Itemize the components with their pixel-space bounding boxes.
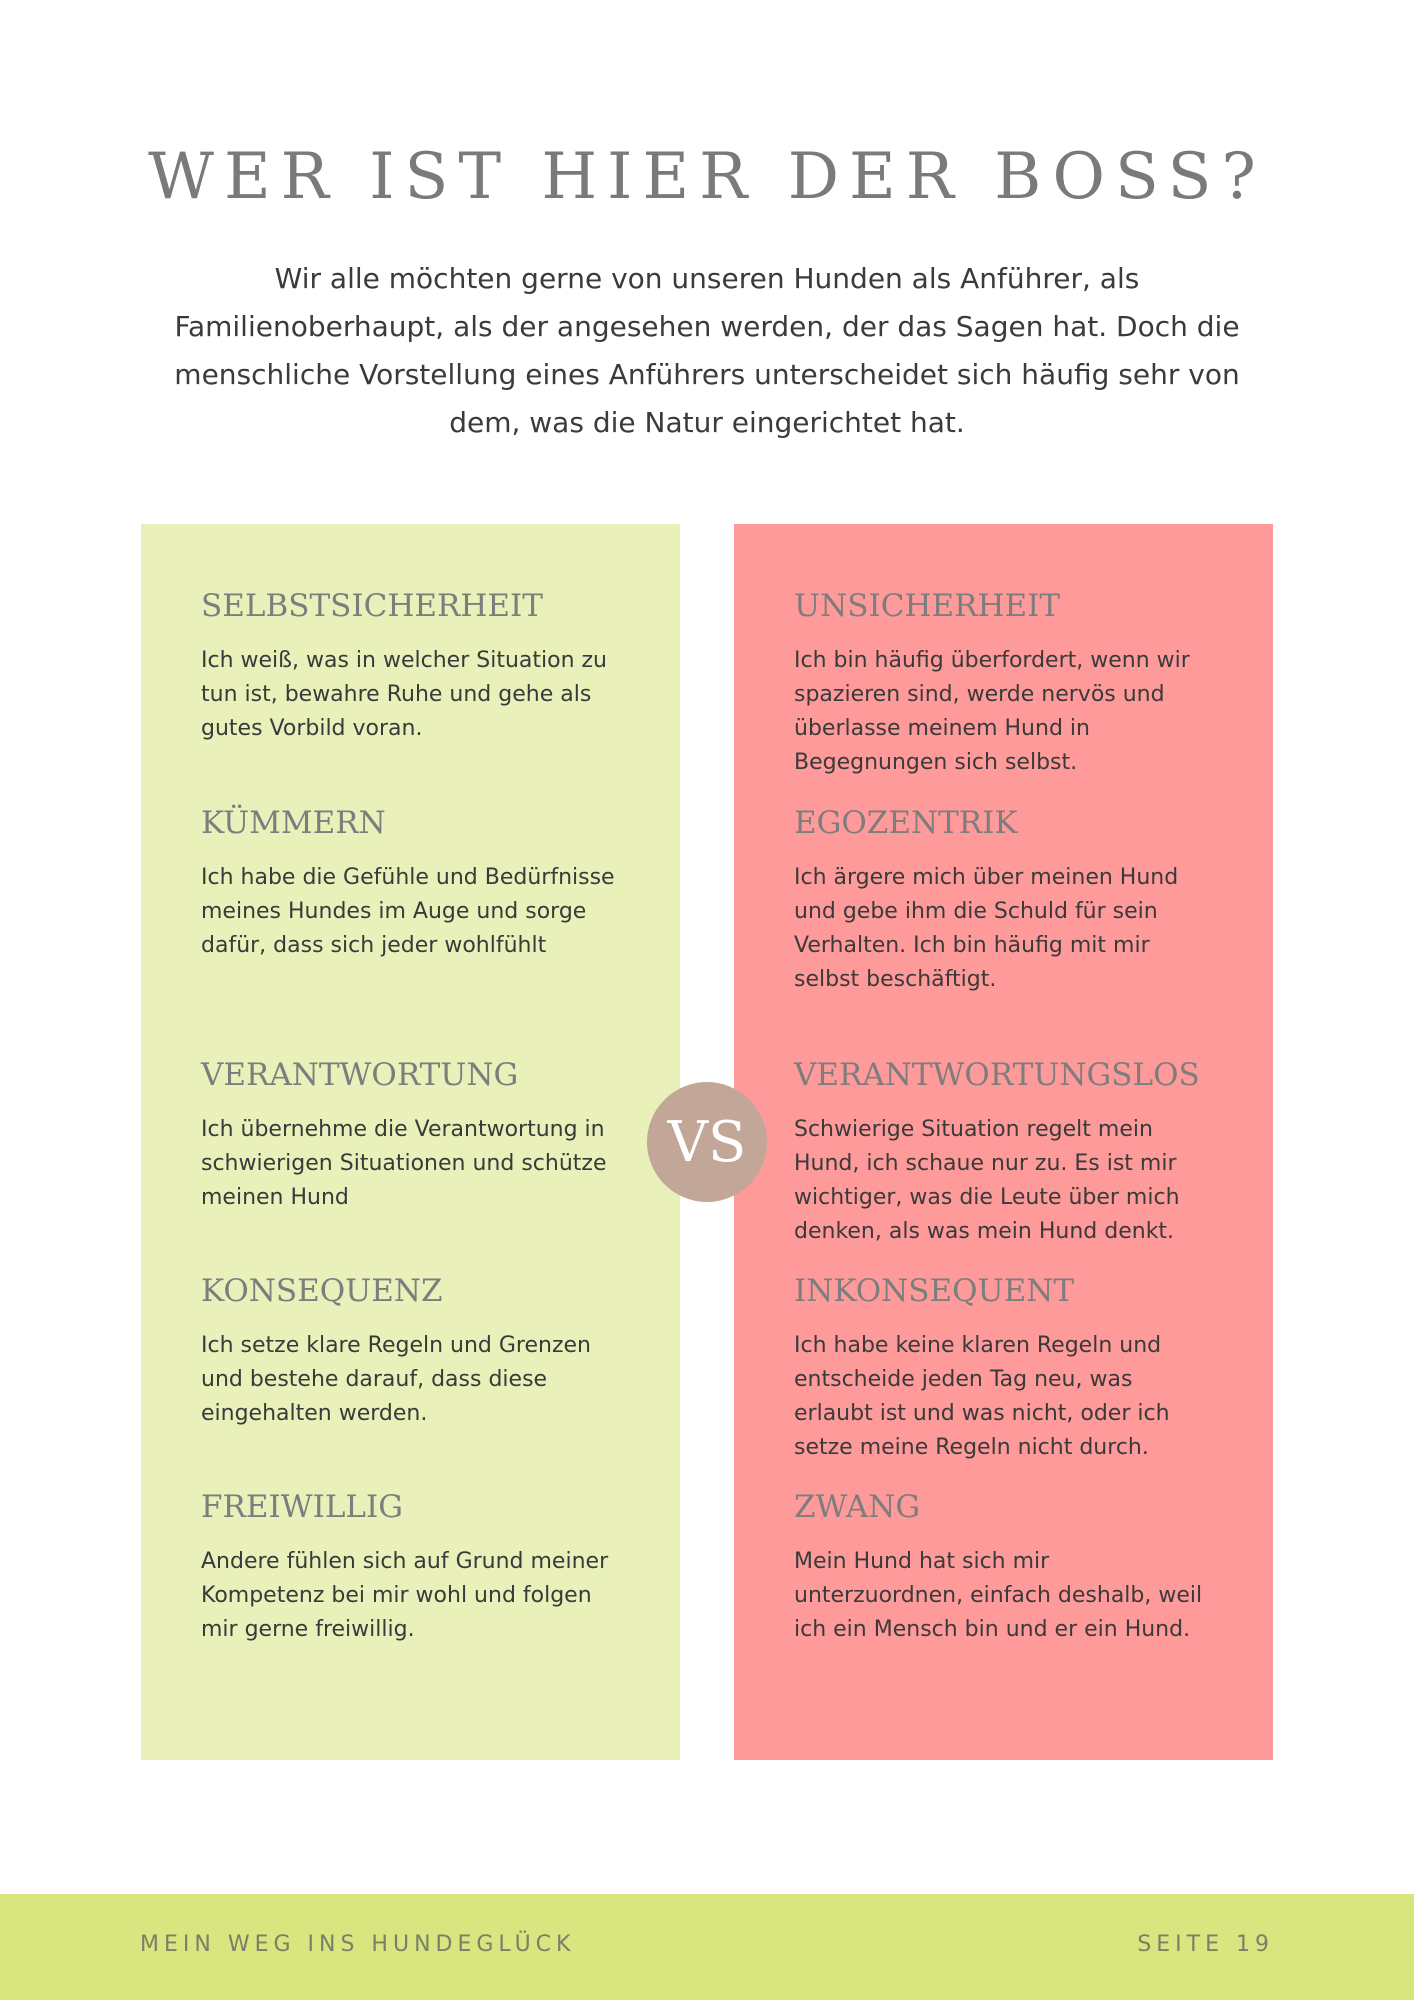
intro-paragraph: Wir alle möchten gerne von unseren Hunden als Anführer, als Familienoberhaupt, als der angesehen werden, der das Sagen hat. Doch die menschliche Vorstellung eines Anführers unterscheidet sich häufig sehr von dem, was die Natur eingerichtet hat. bbox=[174, 262, 1240, 439]
right-item bbox=[794, 805, 1214, 997]
right-item bbox=[794, 1273, 1214, 1465]
left-item bbox=[201, 1489, 621, 1647]
left-item bbox=[201, 1057, 621, 1215]
left-item-heading: VERANTWORTUNG bbox=[201, 1057, 519, 1093]
page-number: SEITE 19 bbox=[1137, 1932, 1274, 1957]
right-item-heading: UNSICHERHEIT bbox=[794, 588, 1061, 624]
footer-bar bbox=[0, 1894, 1414, 2000]
right-item bbox=[794, 1057, 1214, 1249]
right-panel bbox=[734, 524, 1273, 1760]
right-item-text: Ich bin häufig überfordert, wenn wir spazieren sind, werde nervös und überlasse meinem Hund in Begegnungen sich selbst. bbox=[794, 648, 1190, 775]
left-item bbox=[201, 805, 621, 963]
left-item-heading: KONSEQUENZ bbox=[201, 1273, 443, 1309]
left-item-text: Ich weiß, was in welcher Situation zu tun ist, bewahre Ruhe und gehe als gutes Vorbild voran. bbox=[201, 648, 607, 741]
right-item-text: Schwierige Situation regelt mein Hund, ich schaue nur zu. Es ist mir wichtiger, was die Leute über mich denken, als was mein Hund denkt. bbox=[794, 1117, 1180, 1244]
left-item bbox=[201, 588, 621, 746]
left-item-text: Ich übernehme die Verantwortung in schwierigen Situationen und schütze meinen Hund bbox=[201, 1117, 607, 1210]
left-item-text: Ich setze klare Regeln und Grenzen und bestehe darauf, dass diese eingehalten werden. bbox=[201, 1333, 591, 1426]
right-item-heading: INKONSEQUENT bbox=[794, 1273, 1075, 1309]
vs-badge: VS bbox=[647, 1082, 767, 1202]
footer-book-title: MEIN WEG INS HUNDEGLÜCK bbox=[140, 1932, 576, 1957]
right-item-heading: EGOZENTRIK bbox=[794, 805, 1018, 841]
right-item bbox=[794, 588, 1214, 780]
right-item-heading: VERANTWORTUNGSLOS bbox=[794, 1057, 1200, 1093]
left-item-heading: SELBSTSICHERHEIT bbox=[201, 588, 543, 624]
left-item-heading: FREIWILLIG bbox=[201, 1489, 404, 1525]
right-item bbox=[794, 1489, 1214, 1647]
right-item-text: Ich ärgere mich über meinen Hund und gebe ihm die Schuld für sein Verhalten. Ich bin häufig mit mir selbst beschäftigt. bbox=[794, 865, 1179, 992]
left-item-text: Andere fühlen sich auf Grund meiner Kompetenz bei mir wohl und folgen mir gerne freiwillig. bbox=[201, 1549, 609, 1642]
page-title: WER IST HIER DER BOSS? bbox=[148, 140, 1266, 214]
right-item-text: Mein Hund hat sich mir unterzuordnen, einfach deshalb, weil ich ein Mensch bin und er ein Hund. bbox=[794, 1549, 1203, 1642]
right-item-heading: ZWANG bbox=[794, 1489, 921, 1525]
left-item bbox=[201, 1273, 621, 1431]
right-item-text: Ich habe keine klaren Regeln und entscheide jeden Tag neu, was erlaubt ist und was nicht, oder ich setze meine Regeln nicht durch. bbox=[794, 1333, 1170, 1460]
left-item-text: Ich habe die Gefühle und Bedürfnisse meines Hundes im Auge und sorge dafür, dass sich jeder wohlfühlt bbox=[201, 865, 615, 958]
left-panel bbox=[141, 524, 680, 1760]
left-item-heading: KÜMMERN bbox=[201, 805, 386, 841]
